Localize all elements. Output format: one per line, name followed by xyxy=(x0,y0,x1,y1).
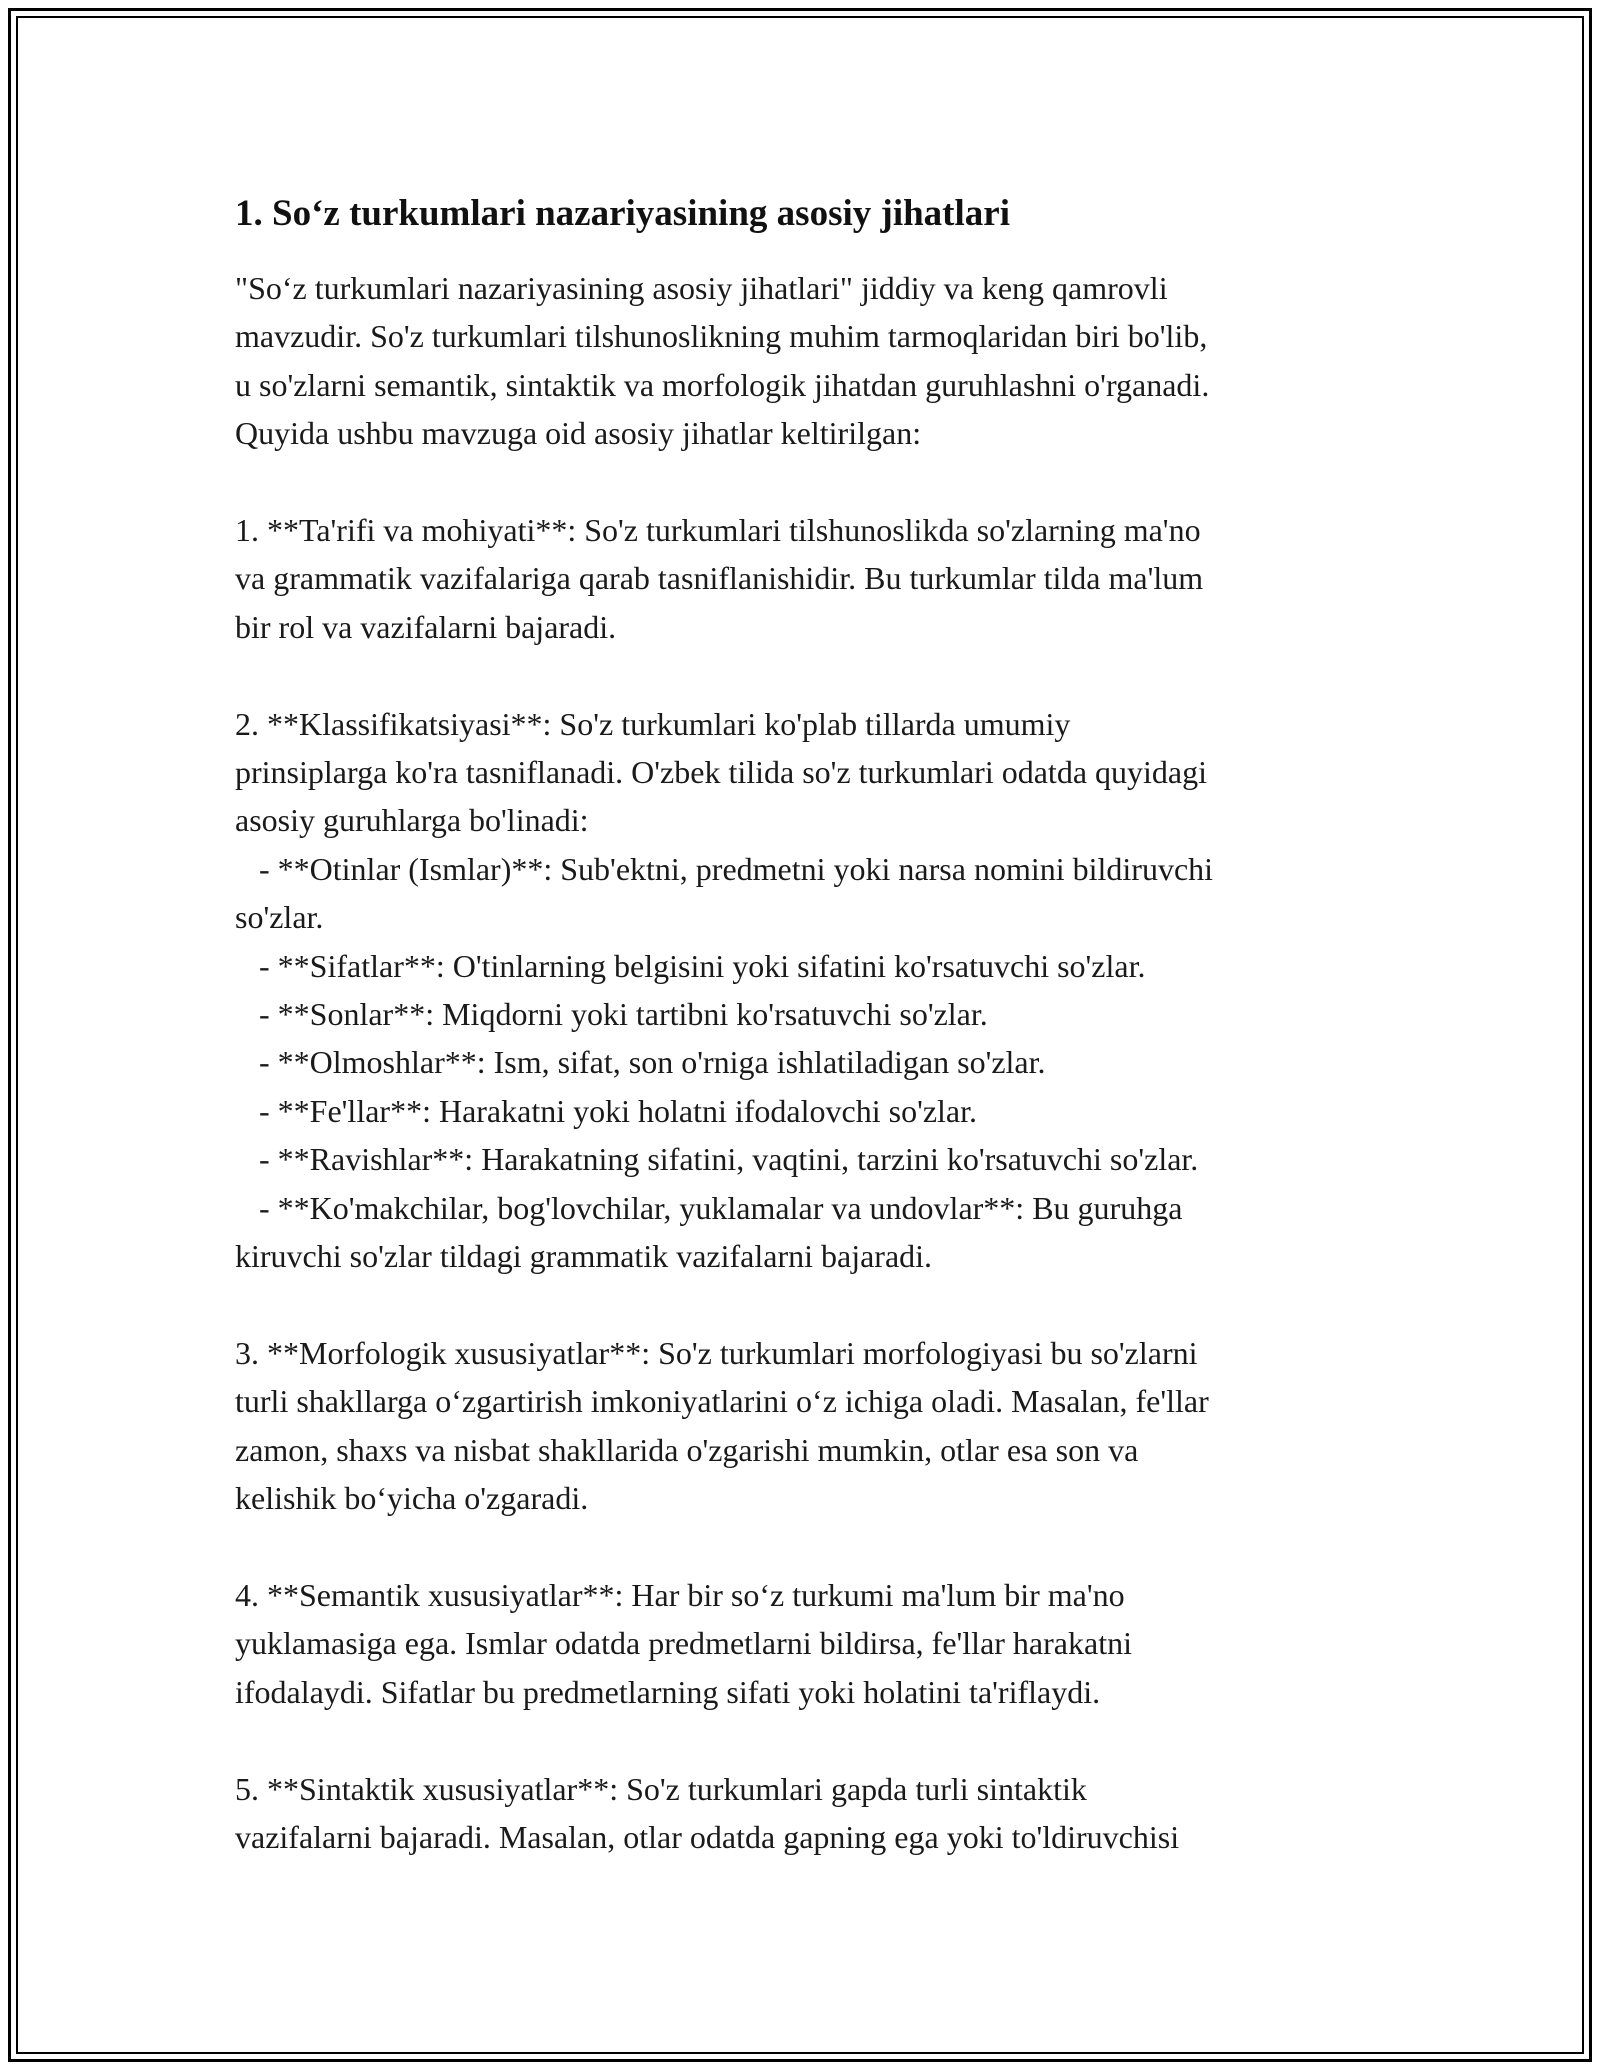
text-line: zamon, shaxs va nisbat shakllarida o'zgarishi mumkin, otlar esa son va xyxy=(235,1431,1139,1468)
list-item: - **Sonlar**: Miqdorni yoki tartibni ko'rsatuvchi so'zlar. xyxy=(235,996,988,1033)
list-item: - **Ko'makchilar, bog'lovchilar, yuklamalar va undovlar**: Bu guruhga xyxy=(235,1189,1183,1226)
text-line: kiruvchi so'zlar tildagi grammatik vazifalarni bajaradi. xyxy=(235,1238,933,1275)
text-line: prinsiplarga ko'ra tasniflanadi. O'zbek tilida so'z turkumlari odatda quyidagi xyxy=(235,754,1207,791)
text-line: va grammatik vazifalariga qarab tasniflanishidir. Bu turkumlar tilda ma'lum xyxy=(235,560,1204,597)
list-item: - **Fe'llar**: Harakatni yoki holatni ifodalovchi so'zlar. xyxy=(235,1092,978,1129)
section-classification xyxy=(235,700,1385,1281)
section-definition xyxy=(235,506,1385,651)
text-line: turli shakllarga o‘zgartirish imkoniyatlarini o‘z ichiga oladi. Masalan, fe'llar xyxy=(235,1383,1209,1420)
text-line: u so'zlarni semantik, sintaktik va morfologik jihatdan guruhlashni o'rganadi. xyxy=(235,366,1210,403)
text-line: 2. **Klassifikatsiyasi**: So'z turkumlari ko'plab tillarda umumiy xyxy=(235,705,1071,742)
list-item: - **Sifatlar**: O'tinlarning belgisini yoki sifatini ko'rsatuvchi so'zlar. xyxy=(235,947,1146,984)
text-line: 1. **Ta'rifi va mohiyati**: So'z turkumlari tilshunoslikda so'zlarning ma'no xyxy=(235,512,1201,549)
list-item: - **Ravishlar**: Harakatning sifatini, vaqtini, tarzini ko'rsatuvchi so'zlar. xyxy=(235,1141,1199,1178)
list-item: - **Otinlar (Ismlar)**: Sub'ektni, predmetni yoki narsa nomini bildiruvchi xyxy=(235,850,1214,887)
section-semantics xyxy=(235,1571,1385,1716)
text-line: bir rol va vazifalarni bajaradi. xyxy=(235,608,617,645)
text-line: ifodalaydi. Sifatlar bu predmetlarning sifati yoki holatini ta'riflaydi. xyxy=(235,1673,1101,1710)
text-line: asosiy guruhlarga bo'linadi: xyxy=(235,802,589,839)
text-line: mavzudir. So'z turkumlari tilshunoslikning muhim tarmoqlaridan biri bo'lib, xyxy=(235,318,1208,355)
text-line: 4. **Semantik xususiyatlar**: Har bir so‘z turkumi ma'lum bir ma'no xyxy=(235,1576,1125,1613)
section-syntax xyxy=(235,1765,1385,1862)
text-line: Quyida ushbu mavzuga oid asosiy jihatlar keltirilgan: xyxy=(235,415,922,452)
text-line: so'zlar. xyxy=(235,899,324,936)
text-line: kelishik bo‘yicha o'zgaradi. xyxy=(235,1480,589,1517)
list-item: - **Olmoshlar**: Ism, sifat, son o'rniga ishlatiladigan so'zlar. xyxy=(235,1044,1046,1081)
document-body xyxy=(235,186,1385,1910)
text-line: yuklamasiga ega. Ismlar odatda predmetlarni bildirsa, fe'llar harakatni xyxy=(235,1625,1132,1662)
text-line: 5. **Sintaktik xususiyatlar**: So'z turkumlari gapda turli sintaktik xyxy=(235,1770,1087,1807)
intro-paragraph xyxy=(235,264,1385,458)
document-title: 1. So‘z turkumlari nazariyasining asosiy jihatlari xyxy=(235,193,1010,234)
text-line: vazifalarni bajaradi. Masalan, otlar odatda gapning ega yoki to'ldiruvchisi xyxy=(235,1818,1180,1855)
text-line: "So‘z turkumlari nazariyasining asosiy jihatlari" jiddiy va keng qamrovli xyxy=(235,270,1168,306)
text-line: 3. **Morfologik xususiyatlar**: So'z turkumlari morfologiyasi bu so'zlarni xyxy=(235,1334,1198,1371)
section-morphology xyxy=(235,1329,1385,1523)
